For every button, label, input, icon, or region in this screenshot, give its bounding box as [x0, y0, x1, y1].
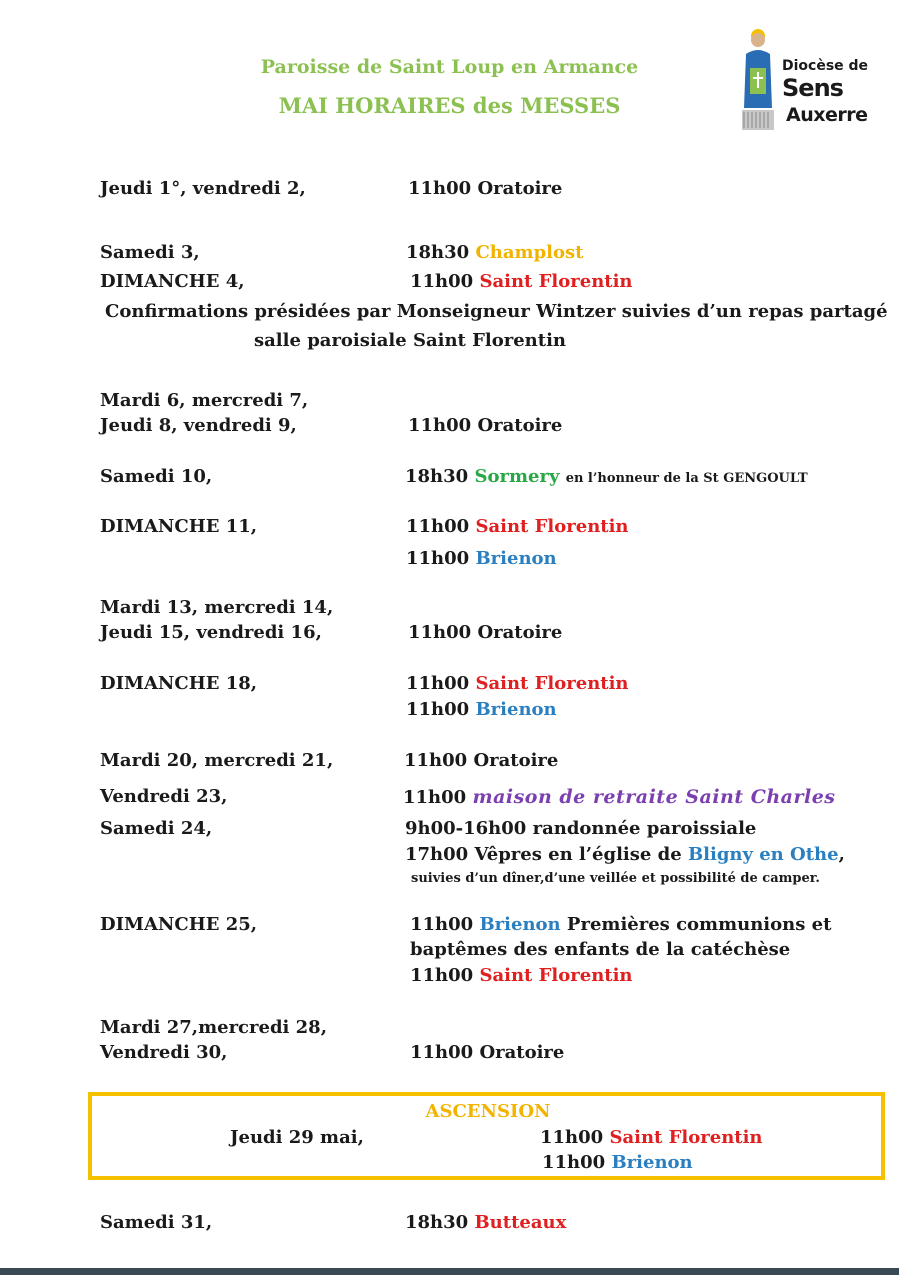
mass-time: 11h00 Oratoire — [408, 622, 563, 643]
activity: 9h00-16h00 randonnée paroissiale — [405, 818, 757, 839]
time: 17h00 Vêpres en l’église de — [405, 844, 682, 865]
place: Champlost — [475, 242, 584, 263]
place: Brienon — [611, 1152, 693, 1173]
time: 11h00 — [406, 516, 470, 537]
logo-line2: Sens — [782, 74, 843, 102]
note: en l’honneur de la St GENGOULT — [565, 471, 808, 486]
mass-time — [406, 242, 583, 264]
place: Brienon — [475, 548, 557, 569]
day-label: Jeudi 29 mai, — [230, 1127, 364, 1148]
time: 18h30 — [406, 242, 470, 263]
place: Saint Florentin — [475, 673, 629, 694]
page-title: MAI HORAIRES des MESSES — [278, 93, 621, 118]
day-label: Jeudi 15, vendredi 16, — [100, 622, 322, 643]
day-label: Jeudi 1°, vendredi 2, — [100, 178, 306, 199]
mass-time — [410, 271, 633, 293]
day-label: Mardi 27,mercredi 28, — [100, 1017, 327, 1038]
place: Saint Florentin — [609, 1127, 763, 1148]
mass-time — [405, 844, 845, 866]
note: salle paroisiale Saint Florentin — [254, 330, 567, 351]
day-label: Samedi 24, — [100, 818, 213, 839]
note: suivies d’un dîner,d’une veillée et possibilité de camper. — [411, 871, 820, 886]
place: Brienon — [475, 699, 557, 720]
day-label: Samedi 10, — [100, 466, 213, 487]
time: 11h00 — [540, 1127, 604, 1148]
day-label: DIMANCHE 18, — [100, 673, 258, 694]
mass-time: 11h00 Oratoire — [408, 178, 563, 199]
bottom-bar — [0, 1268, 899, 1275]
time: 11h00 — [410, 965, 474, 986]
note: baptêmes des enfants de la catéchèse — [410, 939, 791, 960]
mass-time — [406, 673, 629, 695]
mass-time — [410, 965, 633, 987]
mass-time — [405, 1212, 566, 1234]
time: 11h00 — [410, 914, 474, 935]
time: 11h00 — [406, 673, 470, 694]
day-label: DIMANCHE 11, — [100, 516, 258, 537]
ascension-title: ASCENSION — [425, 1101, 551, 1122]
diocese-logo — [738, 28, 869, 132]
day-label: Mardi 6, mercredi 7, — [100, 390, 309, 411]
mass-time — [403, 786, 836, 809]
place: Saint Florentin — [479, 271, 633, 292]
place: Bligny en Othe — [687, 844, 839, 865]
time: 11h00 — [410, 271, 474, 292]
time: 18h30 — [405, 466, 469, 487]
note: Confirmations présidées par Monseigneur Wintzer suivies d’un repas partagé — [105, 301, 888, 322]
time: 18h30 — [405, 1212, 469, 1233]
day-label: Mardi 20, mercredi 21, — [100, 750, 334, 771]
parish-name: Paroisse de Saint Loup en Armance — [260, 56, 639, 78]
place: Brienon — [479, 914, 561, 935]
place: Butteaux — [474, 1212, 567, 1233]
day-label: Samedi 31, — [100, 1212, 213, 1233]
time: 11h00 — [406, 548, 470, 569]
day-label: Samedi 3, — [100, 242, 200, 263]
place: Saint Florentin — [479, 965, 633, 986]
mass-time — [540, 1127, 763, 1149]
mass-time — [406, 699, 557, 721]
time: 11h00 — [542, 1152, 606, 1173]
comma: , — [838, 844, 845, 865]
mass-time: 11h00 Oratoire — [410, 1042, 565, 1063]
note: Premières communions et — [566, 914, 832, 935]
time: 11h00 — [403, 787, 467, 808]
mass-time — [406, 548, 557, 570]
place: Sormery — [474, 466, 560, 487]
logo-line3: Auxerre — [786, 104, 868, 126]
place: maison de retraite Saint Charles — [472, 786, 836, 808]
mass-time — [406, 516, 629, 538]
day-label: DIMANCHE 4, — [100, 271, 245, 292]
day-label: Vendredi 23, — [100, 786, 228, 807]
day-label: Mardi 13, mercredi 14, — [100, 597, 334, 618]
saint-figure-icon — [738, 28, 778, 132]
day-label: DIMANCHE 25, — [100, 914, 258, 935]
mass-time — [542, 1152, 693, 1174]
mass-time: 11h00 Oratoire — [408, 415, 563, 436]
day-label: Vendredi 30, — [100, 1042, 228, 1063]
time: 11h00 — [406, 699, 470, 720]
mass-time — [410, 914, 831, 936]
place: Saint Florentin — [475, 516, 629, 537]
day-label: Jeudi 8, vendredi 9, — [100, 415, 297, 436]
logo-line1: Diocèse de — [782, 58, 869, 74]
mass-time — [405, 466, 808, 490]
mass-time: 11h00 Oratoire — [404, 750, 559, 771]
